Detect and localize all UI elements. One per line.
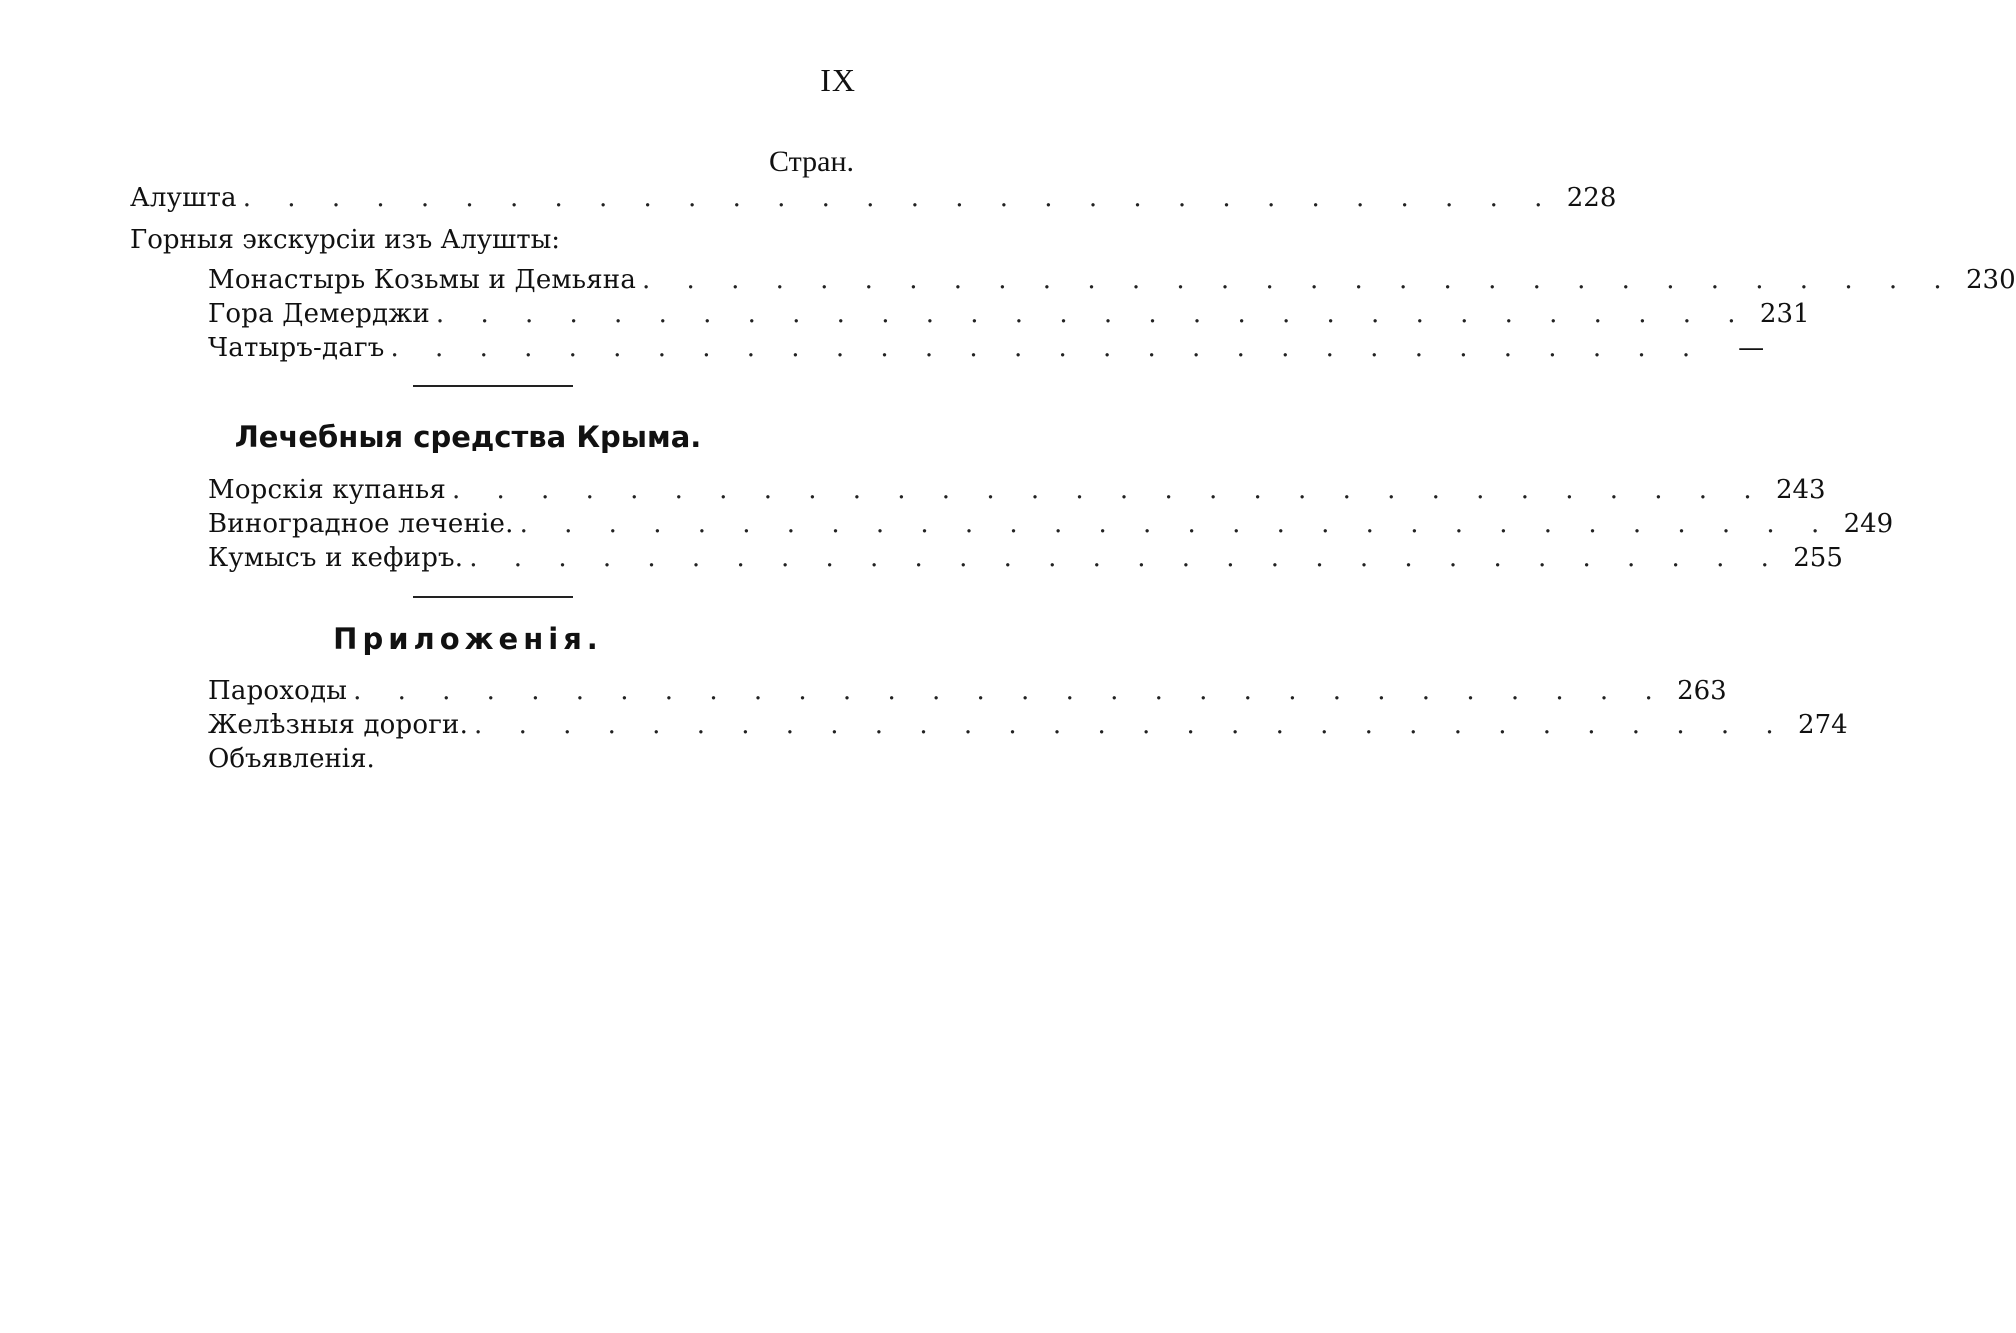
entry-label: Алушта [130, 183, 237, 213]
entry-label: Пароходы [208, 676, 348, 706]
toc-entry [130, 180, 1617, 216]
entry-label: Желѣзныя дороги. [208, 710, 469, 740]
toc-entry [208, 506, 1894, 542]
entry-page: 243 [1775, 475, 1826, 505]
dot-leader: . . . . . . . . . . . . . . . . . . . . . . . . . . . . . . [390, 333, 1705, 363]
dot-leader: . . . . . . . . . . . . . . . . . . . . . . . . . . . . . . [435, 299, 1750, 329]
toc-entry [208, 296, 1810, 332]
entry-label: Монастырь Козьмы и Демьяна [208, 265, 637, 295]
toc-entry-last: Объявленія. [208, 744, 375, 774]
dot-leader: . . . . . . . . . . . . . . . . . . . . . . . . . . . . . . [353, 676, 1667, 706]
entry-page: 274 [1798, 710, 1848, 740]
entry-page: — [1738, 333, 1765, 363]
page-number: IX [820, 62, 856, 98]
toc-entry [208, 540, 1843, 576]
section-divider [413, 385, 573, 387]
dot-leader: . . . . . . . . . . . . . . . . . . . . . . . . . . . . . . [242, 183, 1557, 213]
toc-entry [208, 707, 1848, 743]
section-title: Лечебныя средства Крыма. [234, 420, 702, 454]
dot-leader: . . . . . . . . . . . . . . . . . . . . . . . . . . . . . . [642, 265, 1956, 295]
entry-page: 255 [1793, 543, 1843, 573]
dot-leader: . . . . . . . . . . . . . . . . . . . . . . . . . . . . . . [451, 475, 1766, 505]
dot-leader: . . . . . . . . . . . . . . . . . . . . . . . . . . . . . . [474, 710, 1788, 740]
entry-page: 231 [1759, 299, 1810, 329]
section-title: Приложенія. [333, 622, 603, 656]
dot-leader: . . . . . . . . . . . . . . . . . . . . . . . . . . . . . . [469, 543, 1783, 573]
toc-entry [208, 673, 1727, 709]
entry-label: Виноградное леченіе. [208, 509, 514, 539]
toc-entry [208, 330, 1765, 366]
entry-page: 230 [1966, 265, 2016, 295]
entry-page: 249 [1843, 509, 1894, 539]
entry-label: Кумысъ и кефиръ. [208, 543, 464, 573]
entry-page: 263 [1677, 676, 1727, 706]
toc-entry [208, 472, 1826, 508]
section-divider [413, 596, 573, 598]
column-header: Стран. [769, 145, 854, 178]
entry-page: 228 [1566, 183, 1617, 213]
entry-label: Морскія купанья [208, 475, 446, 505]
subheading: Горныя экскурсіи изъ Алушты: [130, 225, 561, 255]
entry-label: Чатыръ-дагъ [208, 333, 385, 363]
dot-leader: . . . . . . . . . . . . . . . . . . . . . . . . . . . . . . [519, 509, 1834, 539]
toc-entry [208, 262, 2016, 298]
entry-label: Гора Демерджи [208, 299, 430, 329]
